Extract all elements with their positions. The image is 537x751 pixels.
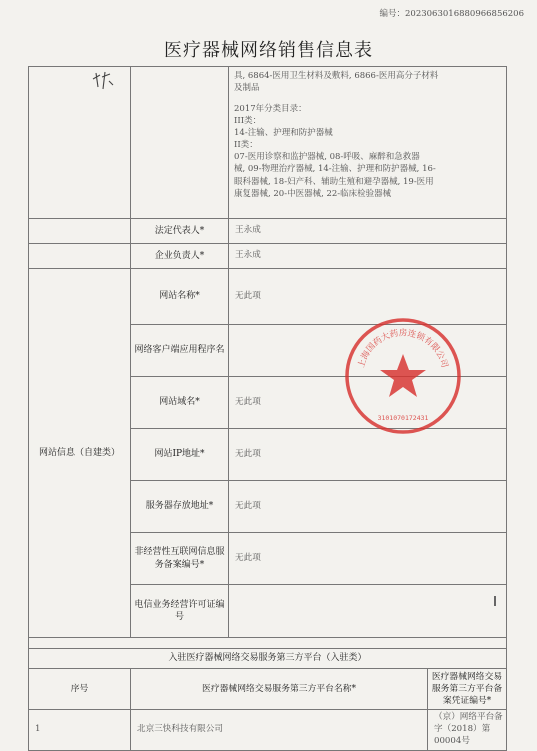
spacer-row [29,638,507,649]
seal-code: 3101070172431 [377,414,429,422]
telecom-license-label: 电信业务经营许可证编号 [131,585,229,638]
platform-index: 1 [29,710,131,751]
scope-line: 械, 09-物理治疗器械, 14-注输、护理和防护器械, 16- [234,164,436,175]
platform-header-row [29,669,507,710]
icp-record-value: 无此项 [229,533,507,585]
website-row [29,269,507,325]
app-name-label: 网络客户端应用程序名 [131,325,229,377]
legal-rep-value: 王永成 [229,219,507,244]
platform-section-title: 入驻医疗器械网络交易服务第三方平台（入驻类） [29,649,507,669]
domain-value: 无此项 [229,377,507,429]
website-name-label: 网站名称* [131,269,229,325]
domain-label: 网站域名* [131,377,229,429]
website-name-value: 无此项 [229,269,507,325]
scope-line: 康复器械, 20-中医器械, 22-临床检验器械 [234,188,392,199]
serial-number: 编号：2023063016880966856206 [379,9,524,19]
telecom-license-value [229,585,507,638]
legal-rep-label: 法定代表人* [131,219,229,244]
scope-line [234,94,501,103]
manager-label: 企业负责人* [131,244,229,269]
scope-line: III类： [234,116,262,127]
blank-cell [131,67,229,219]
info-table [28,66,507,751]
ip-value: 无此项 [229,429,507,481]
legal-rep-row [29,219,507,244]
blank-cell [29,244,131,269]
document-title: 医疗器械网络销售信息表 [164,40,373,61]
info-form [28,66,506,747]
platform-record-header: 医疗器械网络交易服务第三方平台备案凭证编号* [428,669,507,710]
edge-mark [494,596,496,606]
ip-label: 网站IP地址* [131,429,229,481]
server-address-label: 服务器存放地址* [131,481,229,533]
platform-record: （京）网络平台备字（2018）第00004号 [428,710,507,751]
manager-row [29,244,507,269]
platform-name: 北京三快科技有限公司 [131,710,428,751]
server-address-value: 无此项 [229,481,507,533]
scope-line: II类： [234,140,258,151]
scope-line: 07-医用诊察和监护器械, 08-呼吸、麻醉和急救器 [234,152,420,163]
platform-row [29,710,507,751]
icp-record-label: 非经营性互联网信息服务备案编号* [131,533,229,585]
business-scope-cell [229,67,507,219]
scope-line: 14-注输、护理和防护器械 [234,128,333,139]
scope-line: 具, 6864-医用卫生材料及敷料, 6866-医用高分子材料 [234,71,439,81]
app-name-value [229,325,507,377]
seal-text: 上海国药大药房连锁有限公司 [356,328,450,370]
manager-value: 王永成 [229,244,507,269]
index-header: 序号 [29,669,131,710]
scope-line: 2017年分类目录： [234,104,307,115]
platform-name-header: 医疗器械网络交易服务第三方平台名称* [131,669,428,710]
spacer-cell [29,638,507,649]
handwritten-mark-icon [90,69,116,99]
scope-line: 及制品 [234,83,260,94]
website-section-label: 网站信息（自建类） [29,269,131,638]
blank-cell [29,219,131,244]
platform-section-row [29,649,507,669]
scope-line: 眼科器械, 18-妇产科、辅助生殖和避孕器械, 19-医用 [234,176,434,187]
